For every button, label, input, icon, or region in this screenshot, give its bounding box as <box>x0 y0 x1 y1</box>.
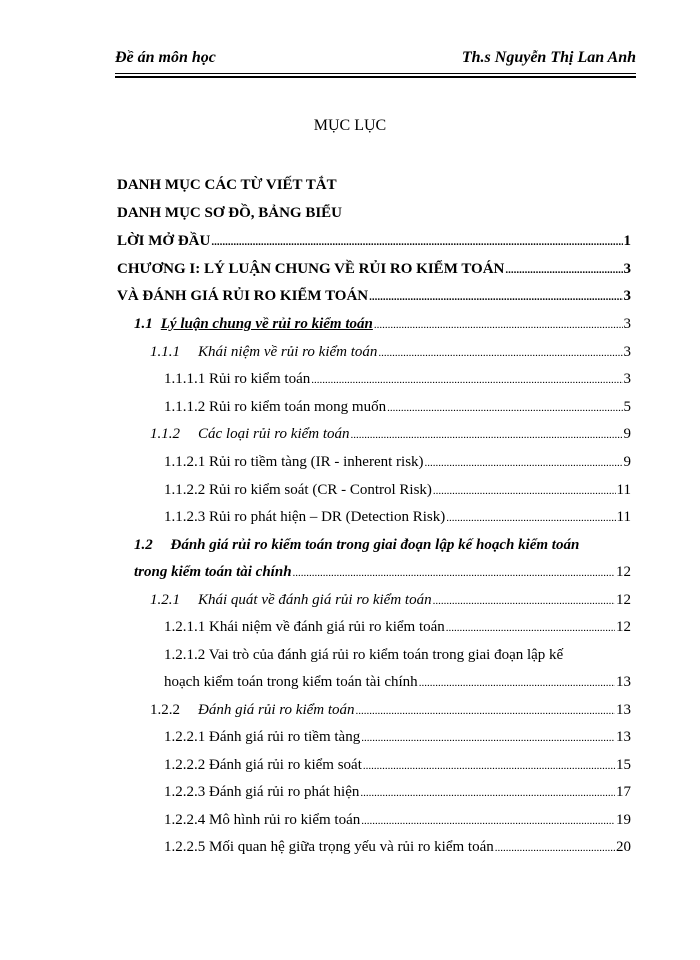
header-rule-thin <box>115 73 636 74</box>
header-author: Th.s Nguyễn Thị Lan Anh <box>461 49 636 66</box>
page-header <box>115 49 636 71</box>
toc-page-number: 12 <box>616 592 631 608</box>
toc-entry-text: 1.1.1.1 Rủi ro kiểm toán <box>164 371 311 387</box>
toc-leader-dots <box>356 700 615 721</box>
toc-entry-text: Khái niệm về rủi ro kiểm toán <box>198 344 378 360</box>
toc-entry-text: 1.2.2.2 Đánh giá rủi ro kiểm soát <box>164 757 362 773</box>
toc-entry-text: Đánh giá rủi ro kiểm toán trong giai đoạn lập kế hoạch kiểm toán <box>170 537 580 553</box>
toc-leader-dots <box>387 397 622 418</box>
toc-entry-1-2-2-2[interactable] <box>164 755 631 775</box>
toc-page-number: 11 <box>616 509 631 525</box>
toc-leader-dots <box>374 314 623 335</box>
toc-leader-dots <box>378 342 622 363</box>
toc-entry-1-2-2-5[interactable] <box>164 837 631 857</box>
toc-page-number: 3 <box>623 316 631 332</box>
toc-entry-1-1-1[interactable] <box>150 342 631 362</box>
toc-entry-text: 1.2.2.1 Đánh giá rủi ro tiềm tàng <box>164 729 361 745</box>
toc-entry-1-2-2-4[interactable] <box>164 810 631 830</box>
toc-page-number: 20 <box>616 839 631 855</box>
toc-page-number: 3 <box>623 261 631 277</box>
toc-entry-1-2-2-1[interactable] <box>164 727 631 747</box>
page-title: MỤC LỤC <box>313 117 387 134</box>
toc-leader-dots <box>425 452 623 473</box>
toc-entry-1-2-1-2[interactable] <box>164 645 563 665</box>
toc-entry-text: DANH MỤC CÁC TỪ VIẾT TẮT <box>117 177 337 193</box>
toc-entry-text: Đánh giá rủi ro kiểm toán <box>198 702 355 718</box>
toc-entry-text: 1.1.2.1 Rủi ro tiềm tàng (IR - inherent risk) <box>164 454 424 470</box>
toc-entry-1-1-2[interactable] <box>150 424 631 444</box>
toc-entry-1-2-1-2-cont[interactable] <box>164 672 631 692</box>
toc-leader-dots <box>361 810 615 831</box>
toc-leader-dots <box>495 837 615 858</box>
toc-entry-1-1-1-1[interactable] <box>164 369 631 389</box>
toc-page-number: 3 <box>623 344 631 360</box>
toc-entry-text: 1.1.1.2 Rủi ro kiểm toán mong muốn <box>164 399 387 415</box>
toc-section-number: 1.1.1 <box>150 344 180 360</box>
toc-entry-text: Lý luận chung về rủi ro kiểm toán <box>160 316 373 332</box>
toc-leader-dots <box>505 259 622 280</box>
header-rule-thick <box>115 76 636 78</box>
toc-entry-text: 1.1.2.2 Rủi ro kiểm soát (CR - Control Risk) <box>164 482 432 498</box>
toc-leader-dots <box>360 782 615 803</box>
toc-page-number: 3 <box>623 371 631 387</box>
toc-entry-introduction[interactable] <box>117 231 631 251</box>
toc-page-number: 5 <box>623 399 631 415</box>
toc-entry-text: 1.2.1.1 Khái niệm về đánh giá rủi ro kiểm toán <box>164 619 445 635</box>
toc-page-number: 9 <box>623 454 631 470</box>
toc-entry-1-2-1-1[interactable] <box>164 617 631 637</box>
toc-entry-text: VÀ ĐÁNH GIÁ RỦI RO KIỂM TOÁN <box>117 288 369 304</box>
toc-page-number: 3 <box>623 288 631 304</box>
toc-leader-dots <box>433 480 616 501</box>
toc-section-number: 1.2 <box>134 537 153 553</box>
toc-page-number: 19 <box>616 812 631 828</box>
toc-section-number: 1.2.1 <box>150 592 180 608</box>
toc-entry-1-1-2-2[interactable] <box>164 480 631 500</box>
toc-leader-dots <box>433 590 615 611</box>
toc-entry-diagrams[interactable] <box>117 203 342 223</box>
toc-section-number: 1.1 <box>134 316 153 332</box>
toc-entry-text: DANH MỤC SƠ ĐỒ, BẢNG BIỂU <box>117 205 343 221</box>
toc-section-number: 1.2.2 <box>150 702 180 718</box>
toc-entry-text: 1.2.2.4 Mô hình rủi ro kiểm toán <box>164 812 361 828</box>
toc-entry-1-1[interactable] <box>134 314 631 334</box>
toc-page-number: 11 <box>616 482 631 498</box>
toc-leader-dots <box>293 562 615 583</box>
toc-entry-1-2[interactable] <box>134 535 579 555</box>
toc-entry-text: CHƯƠNG I: LÝ LUẬN CHUNG VỀ RỦI RO KIỂM TOÁN <box>117 261 505 277</box>
toc-entry-1-1-1-2[interactable] <box>164 397 631 417</box>
toc-entry-1-2-2-3[interactable] <box>164 782 631 802</box>
toc-entry-text: trong kiểm toán tài chính <box>134 564 292 580</box>
toc-entry-1-2-1[interactable] <box>150 590 631 610</box>
toc-page-number: 12 <box>616 564 631 580</box>
toc-entry-1-2-2[interactable] <box>150 700 631 720</box>
toc-entry-chapter-1[interactable] <box>117 259 631 279</box>
toc-entry-text: 1.2.2.3 Đánh giá rủi ro phát hiện <box>164 784 360 800</box>
toc-entry-text: 1.2.1.2 Vai trò của đánh giá rủi ro kiểm toán trong giai đoạn lập kế <box>164 647 564 663</box>
toc-entry-text: Các loại rủi ro kiểm toán <box>198 426 350 442</box>
toc-leader-dots <box>446 617 615 638</box>
toc-leader-dots <box>311 369 622 390</box>
toc-page-number: 9 <box>623 426 631 442</box>
toc-page-number: 13 <box>616 729 631 745</box>
toc-entry-text: 1.1.2.3 Rủi ro phát hiện – DR (Detection Risk) <box>164 509 446 525</box>
toc-page-number: 17 <box>616 784 631 800</box>
toc-entry-text: 1.2.2.5 Mối quan hệ giữa trọng yếu và rủi ro kiểm toán <box>164 839 494 855</box>
toc-leader-dots <box>211 231 622 252</box>
header-course-title: Đề án môn học <box>115 49 216 66</box>
toc-leader-dots <box>419 672 615 693</box>
toc-page-number: 1 <box>623 233 631 249</box>
toc-leader-dots <box>446 507 615 528</box>
toc-page-number: 12 <box>616 619 631 635</box>
toc-entry-chapter-1-cont[interactable] <box>117 286 631 306</box>
toc-entry-1-1-2-1[interactable] <box>164 452 631 472</box>
toc-leader-dots <box>363 755 615 776</box>
toc-entry-1-1-2-3[interactable] <box>164 507 631 527</box>
toc-page-number: 13 <box>616 702 631 718</box>
toc-page-number: 13 <box>616 674 631 690</box>
toc-leader-dots <box>351 424 623 445</box>
toc-section-number: 1.1.2 <box>150 426 180 442</box>
toc-page-number: 15 <box>616 757 631 773</box>
toc-leader-dots <box>361 727 615 748</box>
toc-entry-text: hoạch kiểm toán trong kiểm toán tài chính <box>164 674 418 690</box>
toc-entry-abbreviations[interactable] <box>117 175 337 195</box>
toc-entry-text: LỜI MỞ ĐẦU <box>117 233 211 249</box>
toc-leader-dots <box>369 286 622 307</box>
toc-entry-text: Khái quát về đánh giá rủi ro kiểm toán <box>198 592 432 608</box>
toc-entry-1-2-cont[interactable] <box>134 562 631 582</box>
